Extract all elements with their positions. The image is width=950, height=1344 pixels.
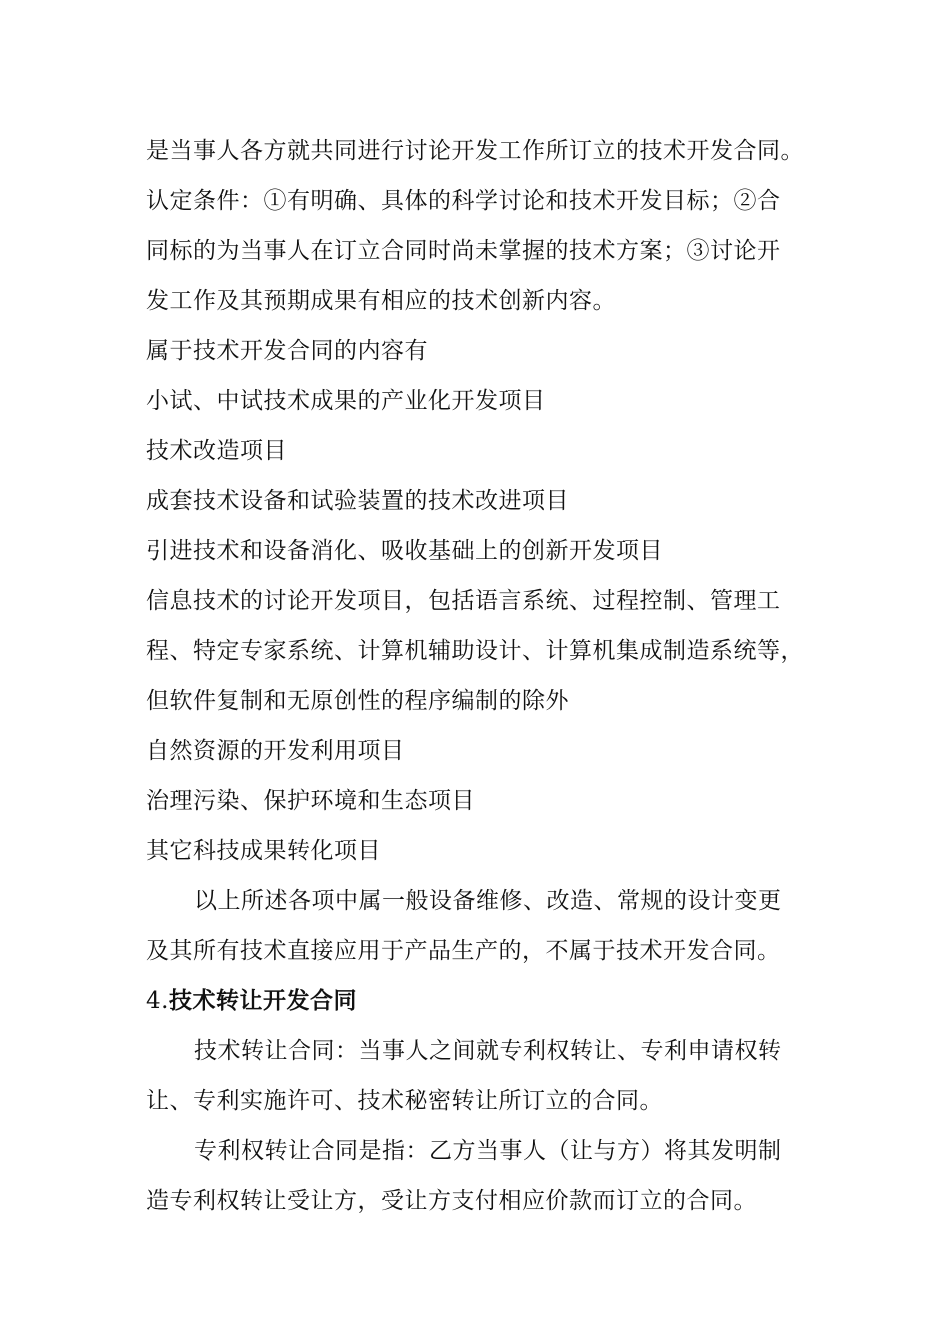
paragraph-line: 专利权转让合同是指：乙方当事人（让与方）将其发明制 (194, 1138, 782, 1164)
paragraph-line: 让、专利实施许可、技术秘密转让所订立的合同。 (146, 1088, 663, 1114)
paragraph-line: 发工作及其预期成果有相应的技术创新内容。 (146, 288, 616, 314)
list-item: 引进技术和设备消化、吸收基础上的创新开发项目 (146, 538, 663, 564)
paragraph-line: 以上所述各项中属一般设备维修、改造、常规的设计变更 (194, 888, 782, 914)
list-item: 技术改造项目 (146, 438, 287, 464)
paragraph-line: 造专利权转让受让方，受让方支付相应价款而订立的合同。 (146, 1188, 757, 1214)
list-item: 程、特定专家系统、计算机辅助设计、计算机集成制造系统等， (146, 638, 804, 664)
paragraph-line: 认定条件：①有明确、具体的科学讨论和技术开发目标；②合 (146, 188, 781, 214)
list-item: 自然资源的开发利用项目 (146, 738, 405, 764)
paragraph-line: 及其所有技术直接应用于产品生产的，不属于技术开发合同。 (146, 938, 781, 964)
list-item: 小试、中试技术成果的产业化开发项目 (146, 388, 546, 414)
list-intro: 属于技术开发合同的内容有 (146, 338, 428, 364)
list-item: 治理污染、保护环境和生态项目 (146, 788, 475, 814)
paragraph-line: 技术转让合同：当事人之间就专利权转让、专利申请权转 (194, 1038, 782, 1064)
section-number: 4. (146, 988, 169, 1014)
section-title: 技术转让开发合同 (168, 987, 357, 1014)
list-item: 其它科技成果转化项目 (146, 838, 381, 864)
list-item: 成套技术设备和试验装置的技术改进项目 (146, 488, 569, 514)
section-heading (146, 986, 357, 1016)
list-item: 信息技术的讨论开发项目，包括语言系统、过程控制、管理工 (146, 588, 781, 614)
list-item: 但软件复制和无原创性的程序编制的除外 (146, 688, 569, 714)
paragraph-line: 是当事人各方就共同进行讨论开发工作所订立的技术开发合同。 (146, 138, 804, 164)
paragraph-line: 同标的为当事人在订立合同时尚未掌握的技术方案；③讨论开 (146, 238, 781, 264)
